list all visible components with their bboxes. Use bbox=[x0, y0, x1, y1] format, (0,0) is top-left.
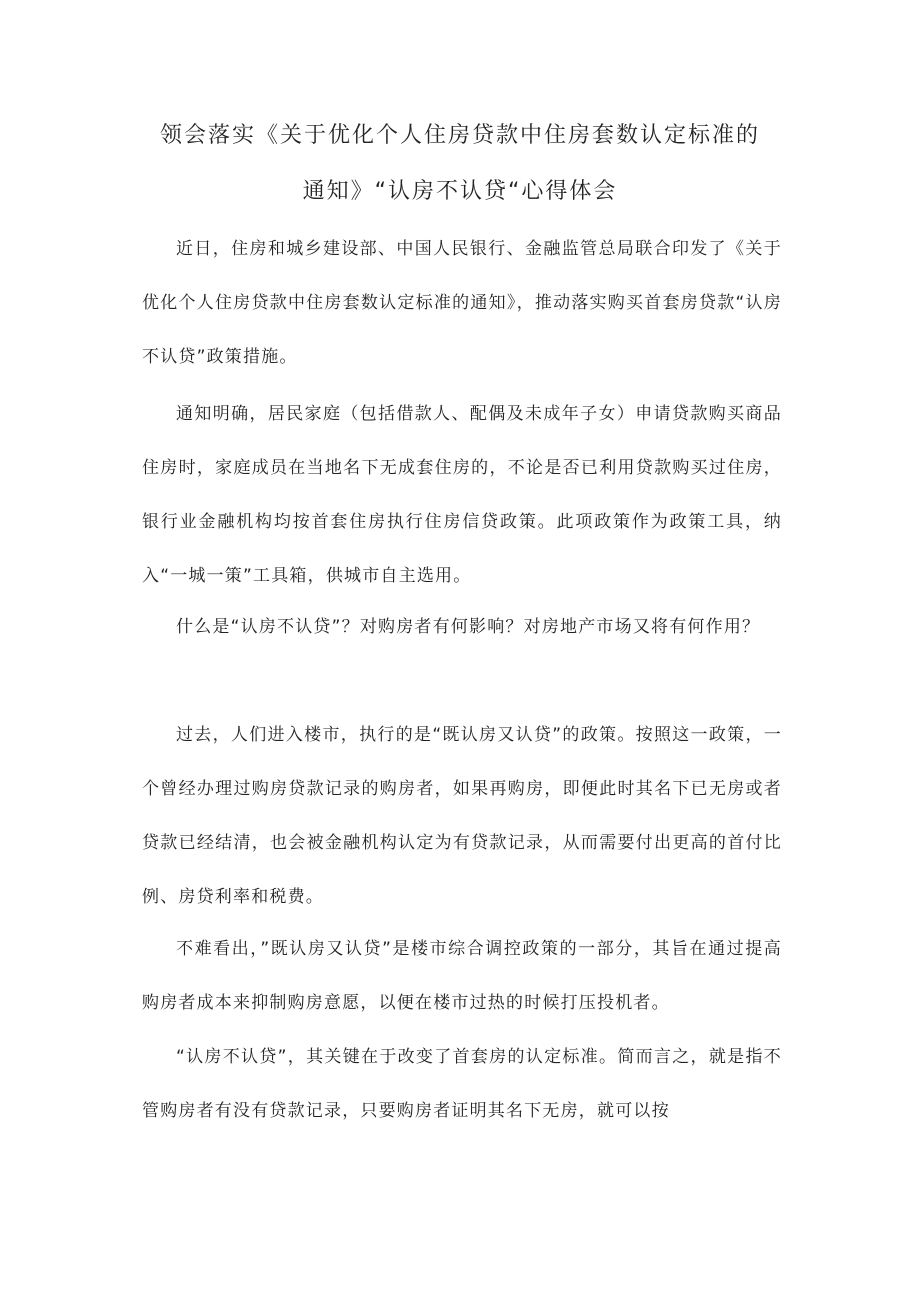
paragraph-6: “认房不认贷”，其关键在于改变了首套房的认定标准。简而言之，就是指不管购房者有没有贷款记录，只要购房者证明其名下无房，就可以按 bbox=[142, 1047, 782, 1121]
paragraph-4: 过去，人们进入楼市，执行的是“既认房又认贷”的政策。按照这一政策，一个曾经办理过购房贷款记录的购房者，如果再购房，即便此时其名下已无房或者贷款已经结清，也会被金融机构认定为有贷款记录，从而需要付出更高的首付比例、房贷利率和税费。 bbox=[142, 725, 782, 907]
document-title-line-2: 通知》“认房不认贷“心得体会 bbox=[302, 179, 618, 204]
paragraph-2: 通知明确，居民家庭（包括借款人、配偶及未成年子女）申请贷款购买商品住房时，家庭成员在当地名下无成套住房的，不论是否已利用贷款购买过住房，银行业金融机构均按首套住房执行住房信贷政策。此项政策作为政策工具，纳入“一城一策”工具箱，供城市自主选用。 bbox=[142, 404, 782, 586]
paragraph-1: 近日，住房和城乡建设部、中国人民银行、金融监管总局联合印发了《关于优化个人住房贷款中住房套数认定标准的通知》，推动落实购买首套房贷款“认房不认贷”政策措施。 bbox=[142, 239, 782, 367]
document-title-line-1: 领会落实《关于优化个人住房贷款中住房套数认定标准的 bbox=[159, 123, 760, 148]
paragraph-5: 不难看出，”既认房又认贷”是楼市综合调控政策的一部分，其旨在通过提高购房者成本来抑制购房意愿，以便在楼市过热的时候打压投机者。 bbox=[142, 939, 782, 1013]
paragraph-3: 什么是“认房不认贷”？对购房者有何影响？对房地产市场又将有何作用？ bbox=[176, 617, 761, 637]
